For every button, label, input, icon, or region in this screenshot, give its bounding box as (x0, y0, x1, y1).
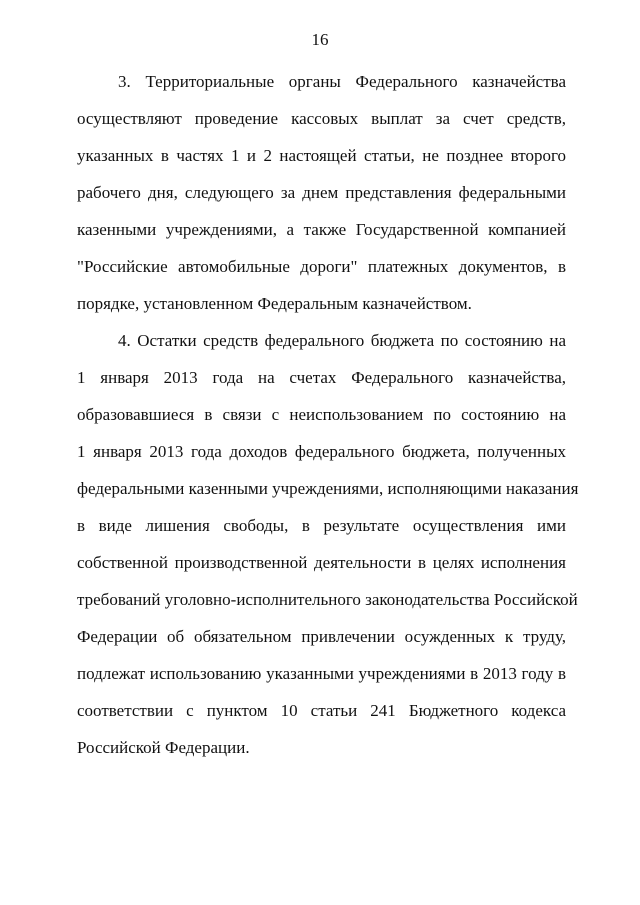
paragraph-4-line: Федерации об обязательном привлечении осужденных к труду, (77, 627, 566, 646)
paragraph-3-line: 3. Территориальные органы Федерального казначейства (118, 72, 566, 91)
paragraph-4-line: Российской Федерации. (77, 738, 250, 757)
paragraph-3-line: рабочего дня, следующего за днем представления федеральными (77, 183, 566, 202)
paragraph-4-line: соответствии с пунктом 10 статьи 241 Бюджетного кодекса (77, 701, 566, 720)
paragraph-4-line: 1 января 2013 года доходов федерального бюджета, полученных (77, 442, 566, 461)
paragraph-4-line: в виде лишения свободы, в результате осуществления ими (77, 516, 566, 535)
paragraph-3-line: порядке, установленном Федеральным казначейством. (77, 294, 472, 313)
paragraph-3-line: осуществляют проведение кассовых выплат за счет средств, (77, 109, 566, 128)
document-body (77, 63, 579, 766)
paragraph-4-line: требований уголовно-исполнительного законодательства Российской (77, 590, 578, 609)
paragraph-4-line: 4. Остатки средств федерального бюджета по состоянию на (118, 331, 566, 350)
paragraph-3-line: указанных в частях 1 и 2 настоящей статьи, не позднее второго (77, 146, 566, 165)
paragraph-3-line: "Российские автомобильные дороги" платежных документов, в (77, 257, 566, 276)
paragraph-4-line: подлежат использованию указанными учреждениями в 2013 году в (77, 664, 566, 683)
page-number: 16 (311, 30, 329, 49)
paragraph-4-line: федеральными казенными учреждениями, исполняющими наказания (77, 479, 579, 498)
paragraph-4-line: собственной производственной деятельности в целях исполнения (77, 553, 566, 572)
paragraph-4-line: 1 января 2013 года на счетах Федерального казначейства, (77, 368, 566, 387)
paragraph-4-line: образовавшиеся в связи с неиспользованием по состоянию на (77, 405, 566, 424)
paragraph-3-line: казенными учреждениями, а также Государственной компанией (77, 220, 566, 239)
